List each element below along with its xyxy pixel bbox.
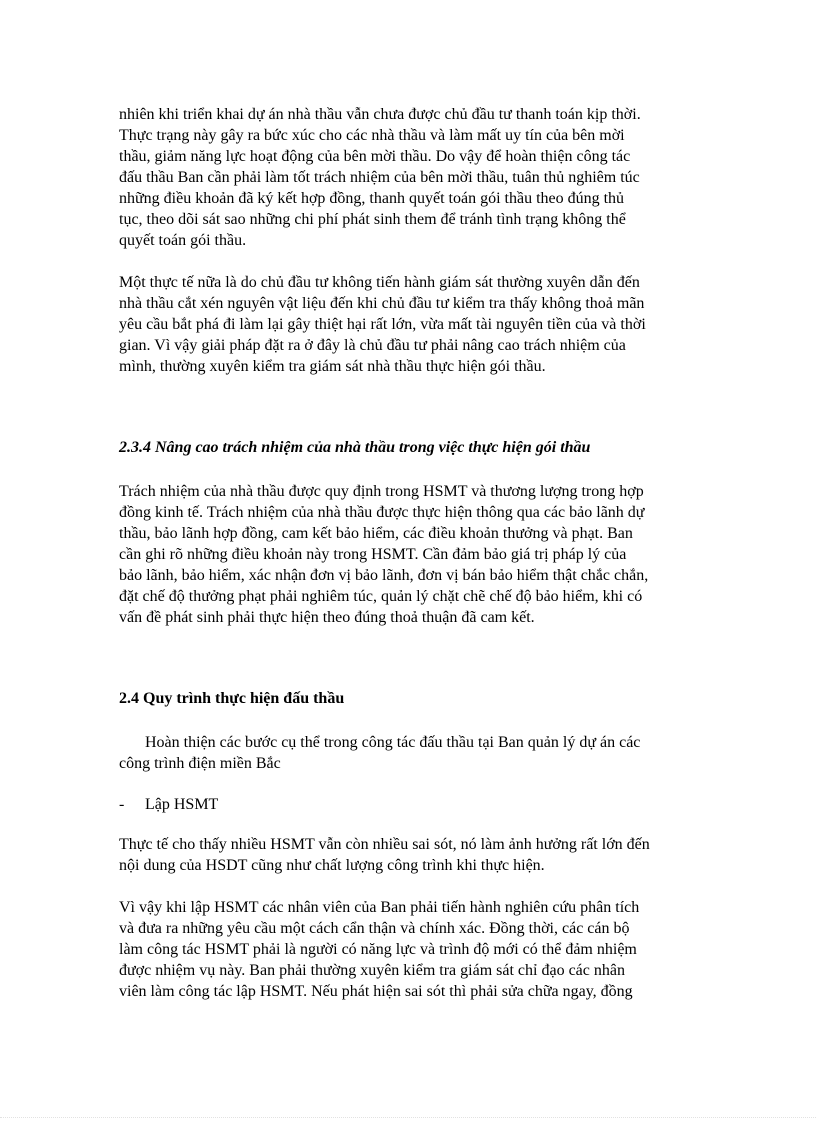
text-line: thầu, bảo lãnh hợp đồng, cam kết bảo hiểm, các điều khoản thưởng và phạt. Ban bbox=[119, 525, 633, 542]
text-line: vấn đề phát sinh phải thực hiện theo đúng thoả thuận đã cam kết. bbox=[119, 609, 535, 626]
text-line: Thực tế cho thấy nhiều HSMT vẫn còn nhiều sai sót, nó làm ảnh hưởng rất lớn đến bbox=[119, 836, 650, 853]
text-line: Trách nhiệm của nhà thầu được quy định trong HSMT và thương lượng trong hợp bbox=[119, 483, 644, 500]
text-line: đồng kinh tế. Trách nhiệm của nhà thầu được thực hiện thông qua các bảo lãnh dự bbox=[119, 504, 645, 521]
text-line: đặt chế độ thưởng phạt phải nghiêm túc, quản lý chặt chẽ chế độ bảo hiểm, khi có bbox=[119, 588, 643, 605]
bullet-text: Lập HSMT bbox=[145, 796, 219, 813]
section-heading-2-3-4: 2.3.4 Nâng cao trách nhiệm của nhà thầu trong việc thực hiện gói thầu bbox=[119, 439, 591, 456]
paragraph-hsmt-staff bbox=[119, 897, 709, 1002]
text-line: yêu cầu bắt phá đi làm lại gây thiệt hại rất lớn, vừa mất tài nguyên tiền của và thời bbox=[119, 316, 646, 333]
text-line: bảo lãnh, bảo hiểm, xác nhận đơn vị bảo lãnh, đơn vị bán bảo hiểm thật chắc chắn, bbox=[119, 567, 649, 584]
paragraph-hsmt-errors bbox=[119, 834, 709, 876]
paragraph-contractor-responsibility bbox=[119, 481, 709, 628]
text-line: công trình điện miền Bắc bbox=[119, 755, 281, 772]
section-heading-2-4: 2.4 Quy trình thực hiện đấu thầu bbox=[119, 690, 345, 707]
bullet-marker: - bbox=[119, 796, 125, 813]
text-line: những điều khoản đã ký kết hợp đồng, thanh quyết toán gói thầu theo đúng thủ bbox=[119, 190, 625, 207]
page-bottom-edge bbox=[0, 1117, 816, 1119]
paragraph-procedure-intro bbox=[119, 732, 709, 774]
text-line: nhà thầu cắt xén nguyên vật liệu đến khi chủ đầu tư kiểm tra thấy không thoả mãn bbox=[119, 295, 645, 312]
text-line: tục, theo dõi sát sao những chi phí phát sinh them để tránh tình trạng không thể bbox=[119, 211, 626, 228]
text-line: Vì vậy khi lập HSMT các nhân viên của Ban phải tiến hành nghiên cứu phân tích bbox=[119, 899, 640, 916]
paragraph-payment bbox=[119, 104, 709, 251]
text-line: mình, thường xuyên kiểm tra giám sát nhà thầu thực hiện gói thầu. bbox=[119, 358, 546, 375]
text-line: nội dung của HSDT cũng như chất lượng công trình khi thực hiện. bbox=[119, 857, 545, 874]
text-line: quyết toán gói thầu. bbox=[119, 232, 247, 249]
text-line: viên làm công tác lập HSMT. Nếu phát hiện sai sót thì phải sửa chữa ngay, đồng bbox=[119, 983, 633, 1000]
text-line: và đưa ra những yêu cầu một cách cẩn thận và chính xác. Đồng thời, các cán bộ bbox=[119, 920, 630, 937]
text-line: làm công tác HSMT phải là người có năng lực và trình độ mới có thể đảm nhiệm bbox=[119, 941, 637, 958]
bullet-item-lap-hsmt bbox=[119, 794, 709, 815]
text-line: Thực trạng này gây ra bức xúc cho các nhà thầu và làm mất uy tín của bên mời bbox=[119, 127, 625, 144]
text-line: Hoàn thiện các bước cụ thể trong công tác đấu thầu tại Ban quản lý dự án các bbox=[145, 734, 641, 751]
paragraph-supervision bbox=[119, 272, 709, 377]
text-line: gian. Vì vậy giải pháp đặt ra ở đây là chủ đầu tư phải nâng cao trách nhiệm của bbox=[119, 337, 626, 354]
text-line: thầu, giảm năng lực hoạt động của bên mời thầu. Do vậy để hoàn thiện công tác bbox=[119, 148, 631, 165]
text-line: cần ghi rõ những điều khoản này trong HSMT. Cần đảm bảo giá trị pháp lý của bbox=[119, 546, 627, 563]
text-line: được nhiệm vụ này. Ban phải thường xuyên kiểm tra giám sát chỉ đạo các nhân bbox=[119, 962, 625, 979]
text-line: Một thực tế nữa là do chủ đầu tư không tiến hành giám sát thường xuyên dẫn đến bbox=[119, 274, 640, 291]
text-line: đấu thầu Ban cần phải làm tốt trách nhiệm của bên mời thầu, tuân thủ nghiêm túc bbox=[119, 169, 640, 186]
text-line: nhiên khi triển khai dự án nhà thầu vẫn chưa được chủ đầu tư thanh toán kịp thời. bbox=[119, 106, 641, 123]
